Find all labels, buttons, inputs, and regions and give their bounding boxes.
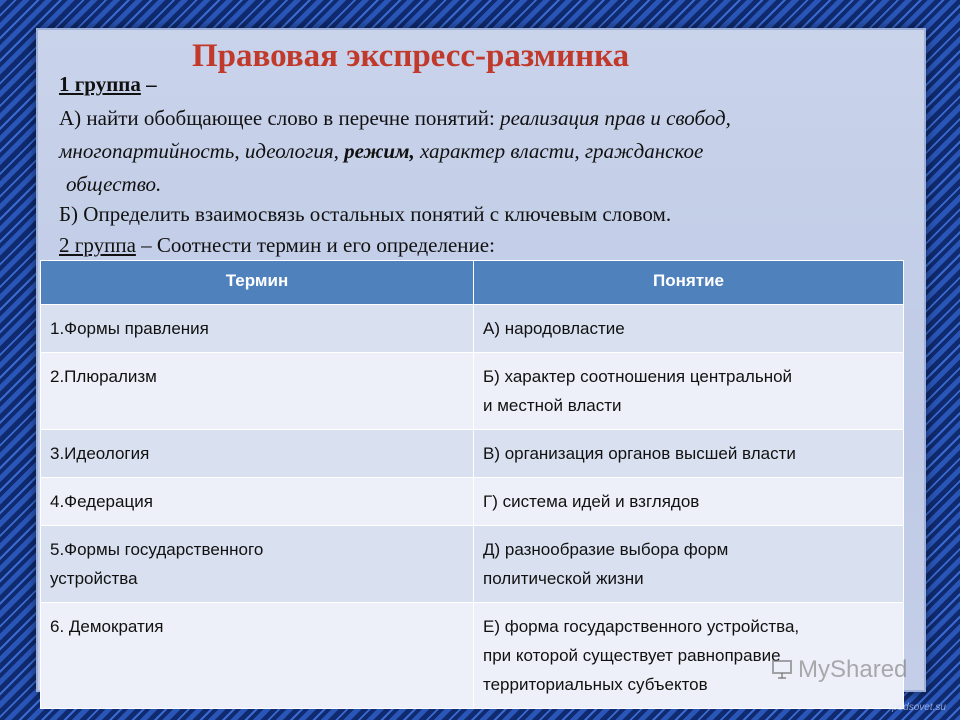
term-cell: 3.Идеология <box>41 430 474 478</box>
group2-dash: – <box>135 233 152 257</box>
term-cell: 4.Федерация <box>41 478 474 526</box>
concept-cell: Б) характер соотношения центральной и местной власти <box>474 353 904 430</box>
task-a-line-1 <box>59 106 731 131</box>
group2-label: 2 группа <box>59 233 136 257</box>
task-a-list-2c: характер власти, гражданское <box>414 139 704 163</box>
task-a-line-2 <box>59 139 703 164</box>
concept-cell: Д) разнообразие выбора форм политической жизни <box>474 526 904 603</box>
group2-heading <box>59 233 495 258</box>
site-label: pedsovet.su <box>892 702 946 713</box>
concept-cell: Е) форма государственного устройства, при которой существует равноправие территориальных субъектов <box>474 603 904 709</box>
table-row <box>41 353 904 430</box>
table-row <box>41 526 904 603</box>
table-row <box>41 430 904 478</box>
group1-label: 1 группа <box>59 72 141 96</box>
task-a-line-3: общество. <box>66 172 162 196</box>
task-b: Б) Определить взаимосвязь остальных понятий с ключевым словом. <box>59 202 672 226</box>
table-header-row <box>41 261 904 305</box>
watermark-text: MyShared <box>798 656 908 683</box>
header-term: Термин <box>41 261 474 305</box>
task-a-list-2a: многопартийность, идеология, <box>59 139 345 163</box>
table-row <box>41 478 904 526</box>
group1-heading <box>59 72 157 97</box>
term-cell: 6. Демократия <box>41 603 474 709</box>
term-cell: 2.Плюрализм <box>41 353 474 430</box>
header-concept: Понятие <box>474 261 904 305</box>
group1-dash: – <box>140 72 157 96</box>
concept-cell: В) организация органов высшей власти <box>474 430 904 478</box>
task-a-keyword: режим, <box>344 139 415 163</box>
term-cell: 1.Формы правления <box>41 305 474 353</box>
concept-cell: Г) система идей и взглядов <box>474 478 904 526</box>
task-a-list-1: реализация прав и свобод, <box>500 106 731 130</box>
presentation-icon <box>770 657 794 681</box>
table-row <box>41 305 904 353</box>
terms-table <box>40 260 904 709</box>
task-a-prefix: А) найти обобщающее слово в перечне понятий: <box>59 106 501 130</box>
concept-cell: А) народовластие <box>474 305 904 353</box>
group2-task: Соотнести термин и его определение: <box>151 233 495 257</box>
watermark <box>770 656 907 684</box>
slide-title: Правовая экспресс-разминка <box>192 38 630 74</box>
term-cell: 5.Формы государственного устройства <box>41 526 474 603</box>
